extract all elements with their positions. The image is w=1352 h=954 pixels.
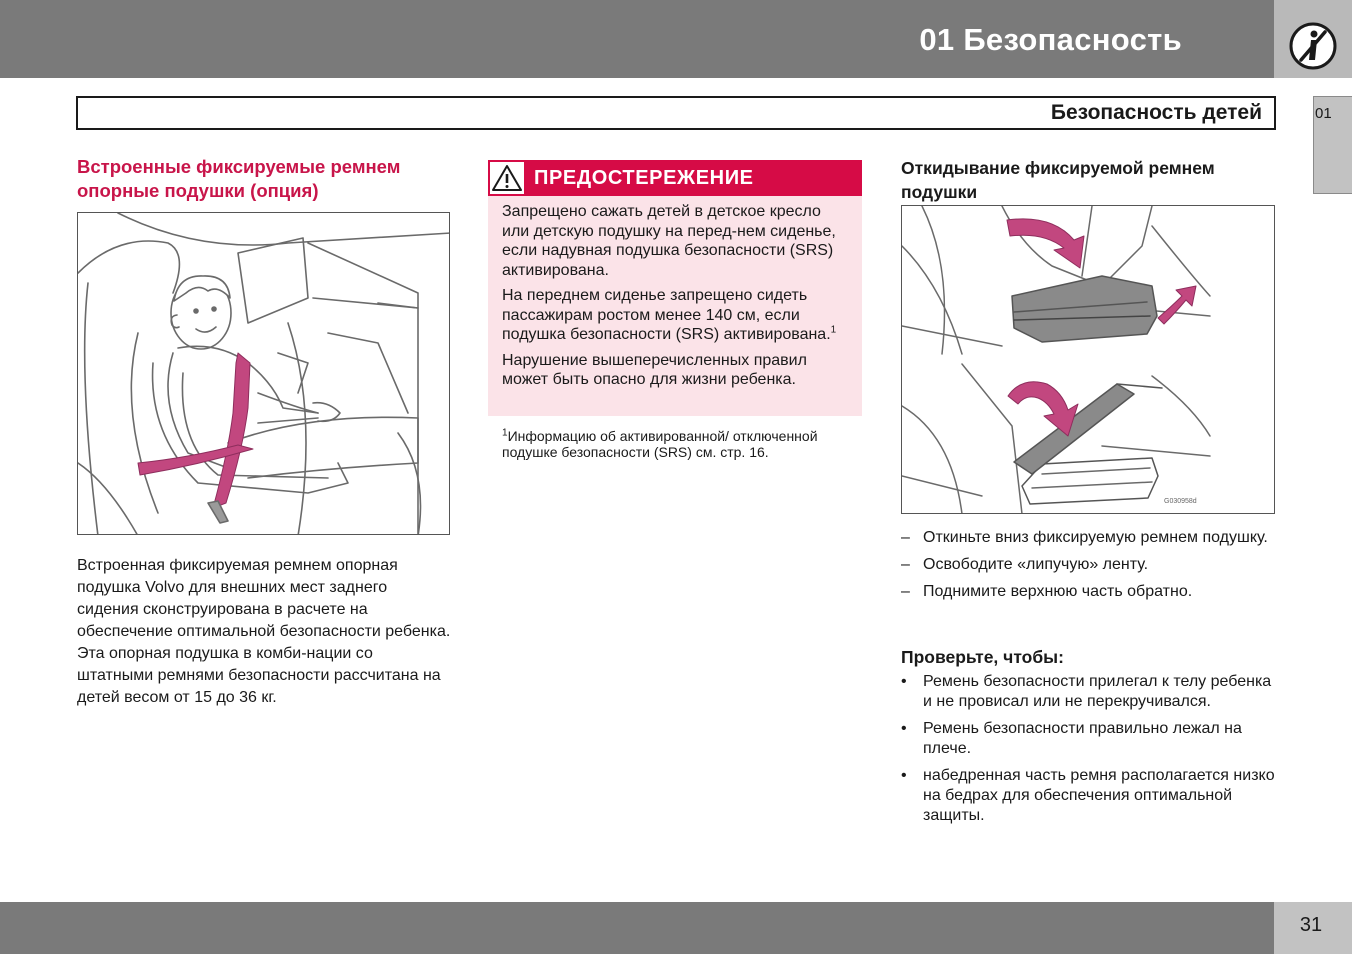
chapter-icon-box [1274, 0, 1352, 78]
section-header [76, 96, 1276, 130]
list-item [901, 554, 1281, 576]
footnote-text: Информацию об активированной/ отключенной подушке безопасности (SRS) см. стр. 16. [502, 428, 818, 460]
step-text: Освободите «липучую» ленту. [923, 556, 1149, 573]
section-title: Безопасность детей [1050, 101, 1262, 124]
chapter-header-bar [0, 0, 1274, 78]
chapter-side-tab [1313, 96, 1352, 194]
dash-marker: – [901, 529, 910, 546]
page-number: 31 [1299, 914, 1323, 936]
booster-cushion-heading: Встроенные фиксируемые ремнем опорные подушки (опция) [77, 156, 401, 201]
step-text: Откиньте вниз фиксируемую ремнем подушку. [923, 529, 1268, 546]
fold-cushion-heading: Откидывание фиксируемой ремнем подушки [901, 158, 1215, 202]
footnote-marker: 1 [502, 427, 508, 439]
bullet-marker: • [901, 767, 907, 784]
footnote [502, 428, 842, 460]
check-text: набедренная часть ремня располагается низко на бедрах для обеспечения оптимальной защиты. [923, 767, 1275, 824]
airbag-occupant-icon [1287, 20, 1339, 72]
booster-cushion-description: Встроенная фиксируемая ремнем опорная подушка Volvo для внешних мест заднего сидения сконструирована в расчете на обеспечение оптимальной безопасности ребенка. Эта опорная подушка в комби-нации со штатными ремнями безопасности рассчитана на детей весом от 15 до 36 кг. [77, 557, 451, 706]
check-heading: Проверьте, чтобы: [901, 647, 1064, 667]
list-item [901, 527, 1281, 549]
bullet-marker: • [901, 673, 907, 690]
fold-steps-list [901, 527, 1281, 608]
list-item [901, 581, 1281, 603]
chapter-title: 01 Безопасность [919, 22, 1182, 57]
warning-title: ПРЕДОСТЕРЕЖЕНИЕ [534, 167, 754, 189]
warning-paragraph-text: На переднем сиденье запрещено сидеть пассажирам ростом менее 140 см, если подушка безопасности (SRS) активирована. [502, 287, 831, 343]
list-item [901, 672, 1281, 712]
page-number-box [1274, 902, 1352, 954]
bullet-marker: • [901, 720, 907, 737]
check-text: Ремень безопасности правильно лежал на плече. [923, 720, 1242, 757]
check-list [901, 672, 1281, 833]
dash-marker: – [901, 556, 910, 573]
warning-header [488, 160, 862, 196]
illustration-code: G030958d [1164, 498, 1197, 505]
warning-paragraph: Нарушение вышеперечисленных правил может быть опасно для жизни ребенка. [502, 351, 807, 388]
list-item [901, 766, 1281, 826]
footnote-reference[interactable]: 1 [830, 324, 837, 336]
side-tab-label: 01 [1315, 105, 1332, 122]
list-item [901, 719, 1281, 759]
footer-bar [0, 902, 1274, 954]
warning-body [488, 196, 862, 416]
warning-paragraph [502, 286, 850, 345]
dash-marker: – [901, 583, 910, 600]
child-booster-cushion-illustration [77, 212, 450, 535]
warning-paragraph: Запрещено сажать детей в детское кресло или детскую подушку на перед-нем сиденье, если надувная подушка безопасности (SRS) активирована. [502, 203, 836, 279]
cushion-fold-steps-illustration [901, 205, 1275, 514]
warning-triangle-icon [490, 162, 524, 194]
step-text: Поднимите верхнюю часть обратно. [923, 583, 1193, 600]
check-text: Ремень безопасности прилегал к телу ребенка и не провисал или не перекручивался. [923, 673, 1272, 710]
